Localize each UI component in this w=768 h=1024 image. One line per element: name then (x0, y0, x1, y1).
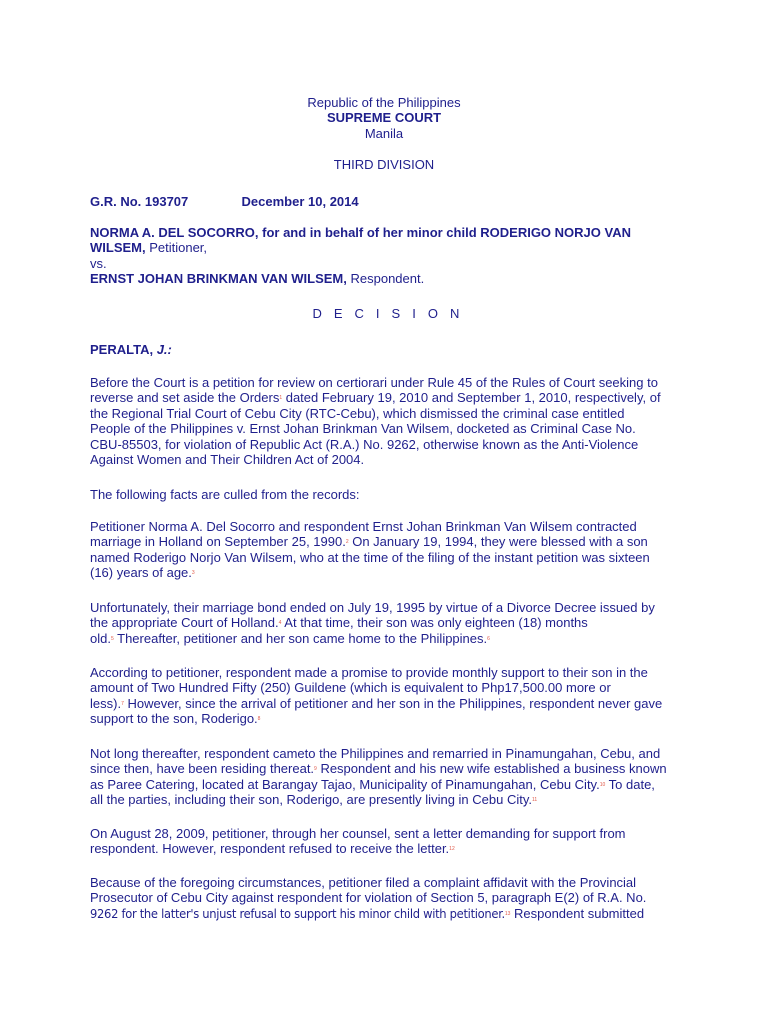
p1-line (90, 390, 690, 405)
p5-line (90, 696, 690, 711)
p3-line: named Roderigo Norjo Van Wilsem, who at the time of the filing of the instant petition was sixteen (90, 549, 650, 565)
paragraph-1 (90, 375, 690, 467)
versus: vs. (90, 255, 107, 271)
footnote-marker[interactable]: 13 (504, 910, 511, 917)
p1-text: reverse and set aside the Orders (90, 390, 280, 406)
p6-text: To date, (605, 776, 655, 792)
paragraph-5 (90, 665, 690, 727)
p4-text: old. (90, 630, 111, 646)
footnote-marker[interactable]: 1 (279, 395, 283, 402)
p1-line: People of the Philippines v. Ernst Johan Brinkman Van Wilsem, docketed as Criminal Case No. (90, 421, 636, 437)
paragraph-8 (90, 875, 690, 922)
petitioner-name-cont: WILSEM, (90, 240, 146, 256)
p6-line: Not long thereafter, respondent cameto the Philippines and remarried in Pinamungahan, Cebu, and (90, 746, 661, 761)
footnote-marker[interactable]: 2 (345, 539, 349, 546)
paragraph-6 (90, 746, 690, 808)
footnote-marker[interactable]: 10 (599, 781, 606, 788)
p6-text: Respondent and his new wife established a business known (316, 761, 667, 777)
p1-line: CBU-85503, for violation of Republic Act (R.A.) No. 9262, otherwise known as the Anti-Violence (90, 436, 639, 452)
p3-line: Petitioner Norma A. Del Socorro and respondent Ernst Johan Brinkman Van Wilsem contracted (90, 519, 637, 534)
p4-line (90, 631, 690, 646)
paragraph-2: The following facts are culled from the records: (90, 487, 360, 502)
gr-number: G.R. No. 193707 (90, 194, 189, 209)
ponente-name: PERALTA, (90, 342, 154, 357)
footnote-marker[interactable]: 9 (314, 766, 317, 773)
ponente-title: J.: (153, 342, 172, 357)
p5-text: support to the son, Roderigo. (90, 711, 258, 727)
p6-text: as Paree Catering, located at Barangay Tajao, Municipality of Pinamungahan, Cebu City. (90, 776, 600, 792)
footnote-marker[interactable]: 6 (487, 635, 490, 642)
decision-title: D E C I S I O N (312, 306, 464, 321)
paragraph-4 (90, 600, 690, 646)
p8-line: Prosecutor of Cebu City against respondent for violation of Section 5, paragraph E(2) of R.A. No. (90, 890, 647, 906)
petitioner-line (90, 240, 710, 255)
p8-line: Because of the foregoing circumstances, petitioner filed a complaint affidavit with the Provincial (90, 875, 637, 890)
p3-text: marriage in Holland on September 25, 1990. (90, 534, 346, 550)
respondent-line (90, 271, 710, 286)
footnote-marker[interactable]: 5 (110, 635, 114, 642)
footnote-marker[interactable]: 12 (449, 846, 455, 853)
p6-line (90, 777, 690, 792)
p8-text: Respondent submitted (510, 905, 645, 921)
p3-line (90, 565, 690, 580)
p5-text: However, since the arrival of petitioner and her son in the Philippines, respondent never gave (123, 695, 663, 711)
footnote-marker[interactable]: 11 (532, 797, 538, 804)
p4-text: the appropriate Court of Holland. (90, 615, 279, 631)
p3-text: On January 19, 1994, they were blessed with a son (348, 534, 648, 550)
p7-line (90, 841, 690, 856)
p6-text: all the parties, including their son, Roderigo, are presently living in Cebu City. (90, 792, 532, 808)
parties (90, 225, 710, 287)
p5-line: According to petitioner, respondent made a promise to provide monthly support to their son in the (90, 665, 648, 680)
footnote-marker[interactable]: 8 (257, 716, 261, 723)
division-heading: THIRD DIVISION (333, 157, 435, 172)
paragraph-7 (90, 826, 690, 857)
footnote-marker[interactable]: 3 (191, 570, 195, 577)
ponente-line (90, 342, 690, 357)
respondent-name: ERNST JOHAN BRINKMAN VAN WILSEM, (90, 271, 347, 287)
p1-line: the Regional Trial Court of Cebu City (RTC-Cebu), which dismissed the criminal case entitled (90, 405, 625, 421)
court-heading: SUPREME COURT (326, 110, 442, 125)
p4-line (90, 615, 690, 630)
p7-line: On August 28, 2009, petitioner, through her counsel, sent a letter demanding for support from (90, 826, 626, 841)
p4-text: At that time, their son was only eighteen (18) months (281, 615, 588, 631)
petitioner-name: NORMA A. DEL SOCORRO, for and in behalf of her minor child RODERIGO NORJO VAN (90, 225, 631, 240)
p5-line: amount of Two Hundred Fifty (250) Guildene (which is equivalent to Php17,500.00 more or (90, 680, 611, 696)
p6-line (90, 761, 690, 776)
p4-text: Thereafter, petitioner and her son came home to the Philippines. (113, 630, 488, 646)
p6-text: since then, have been residing thereat. (90, 761, 315, 777)
p1-line: Before the Court is a petition for review on certiorari under Rule 45 of the Rules of Court seeking to (90, 375, 658, 390)
p1-text: dated February 19, 2010 and September 1, 2010, respectively, of (282, 390, 661, 406)
p8-text: 9262 for the latter's unjust refusal to support his minor child with petitioner. (90, 906, 505, 922)
footnote-marker[interactable]: 7 (121, 700, 124, 707)
p1-line: Against Women and Their Children Act of 2004. (90, 452, 365, 468)
p7-text: respondent. However, respondent refused to receive the letter. (90, 841, 450, 857)
p6-line (90, 792, 690, 807)
footnote-marker[interactable]: 4 (278, 620, 282, 627)
city-heading: Manila (364, 126, 404, 141)
republic-heading: Republic of the Philippines (307, 95, 461, 110)
decision-date: December 10, 2014 (241, 194, 359, 209)
case-line (90, 194, 690, 209)
p4-line: Unfortunately, their marriage bond ended on July 19, 1995 by virtue of a Divorce Decree issued by (90, 600, 655, 615)
p3-text: (16) years of age. (90, 565, 192, 581)
p5-line (90, 711, 690, 726)
petitioner-role: Petitioner, (145, 240, 208, 256)
p5-text: less). (90, 695, 122, 711)
p3-line (90, 534, 690, 549)
p8-line (90, 906, 690, 922)
paragraph-3 (90, 519, 690, 581)
respondent-role: Respondent. (346, 271, 425, 287)
